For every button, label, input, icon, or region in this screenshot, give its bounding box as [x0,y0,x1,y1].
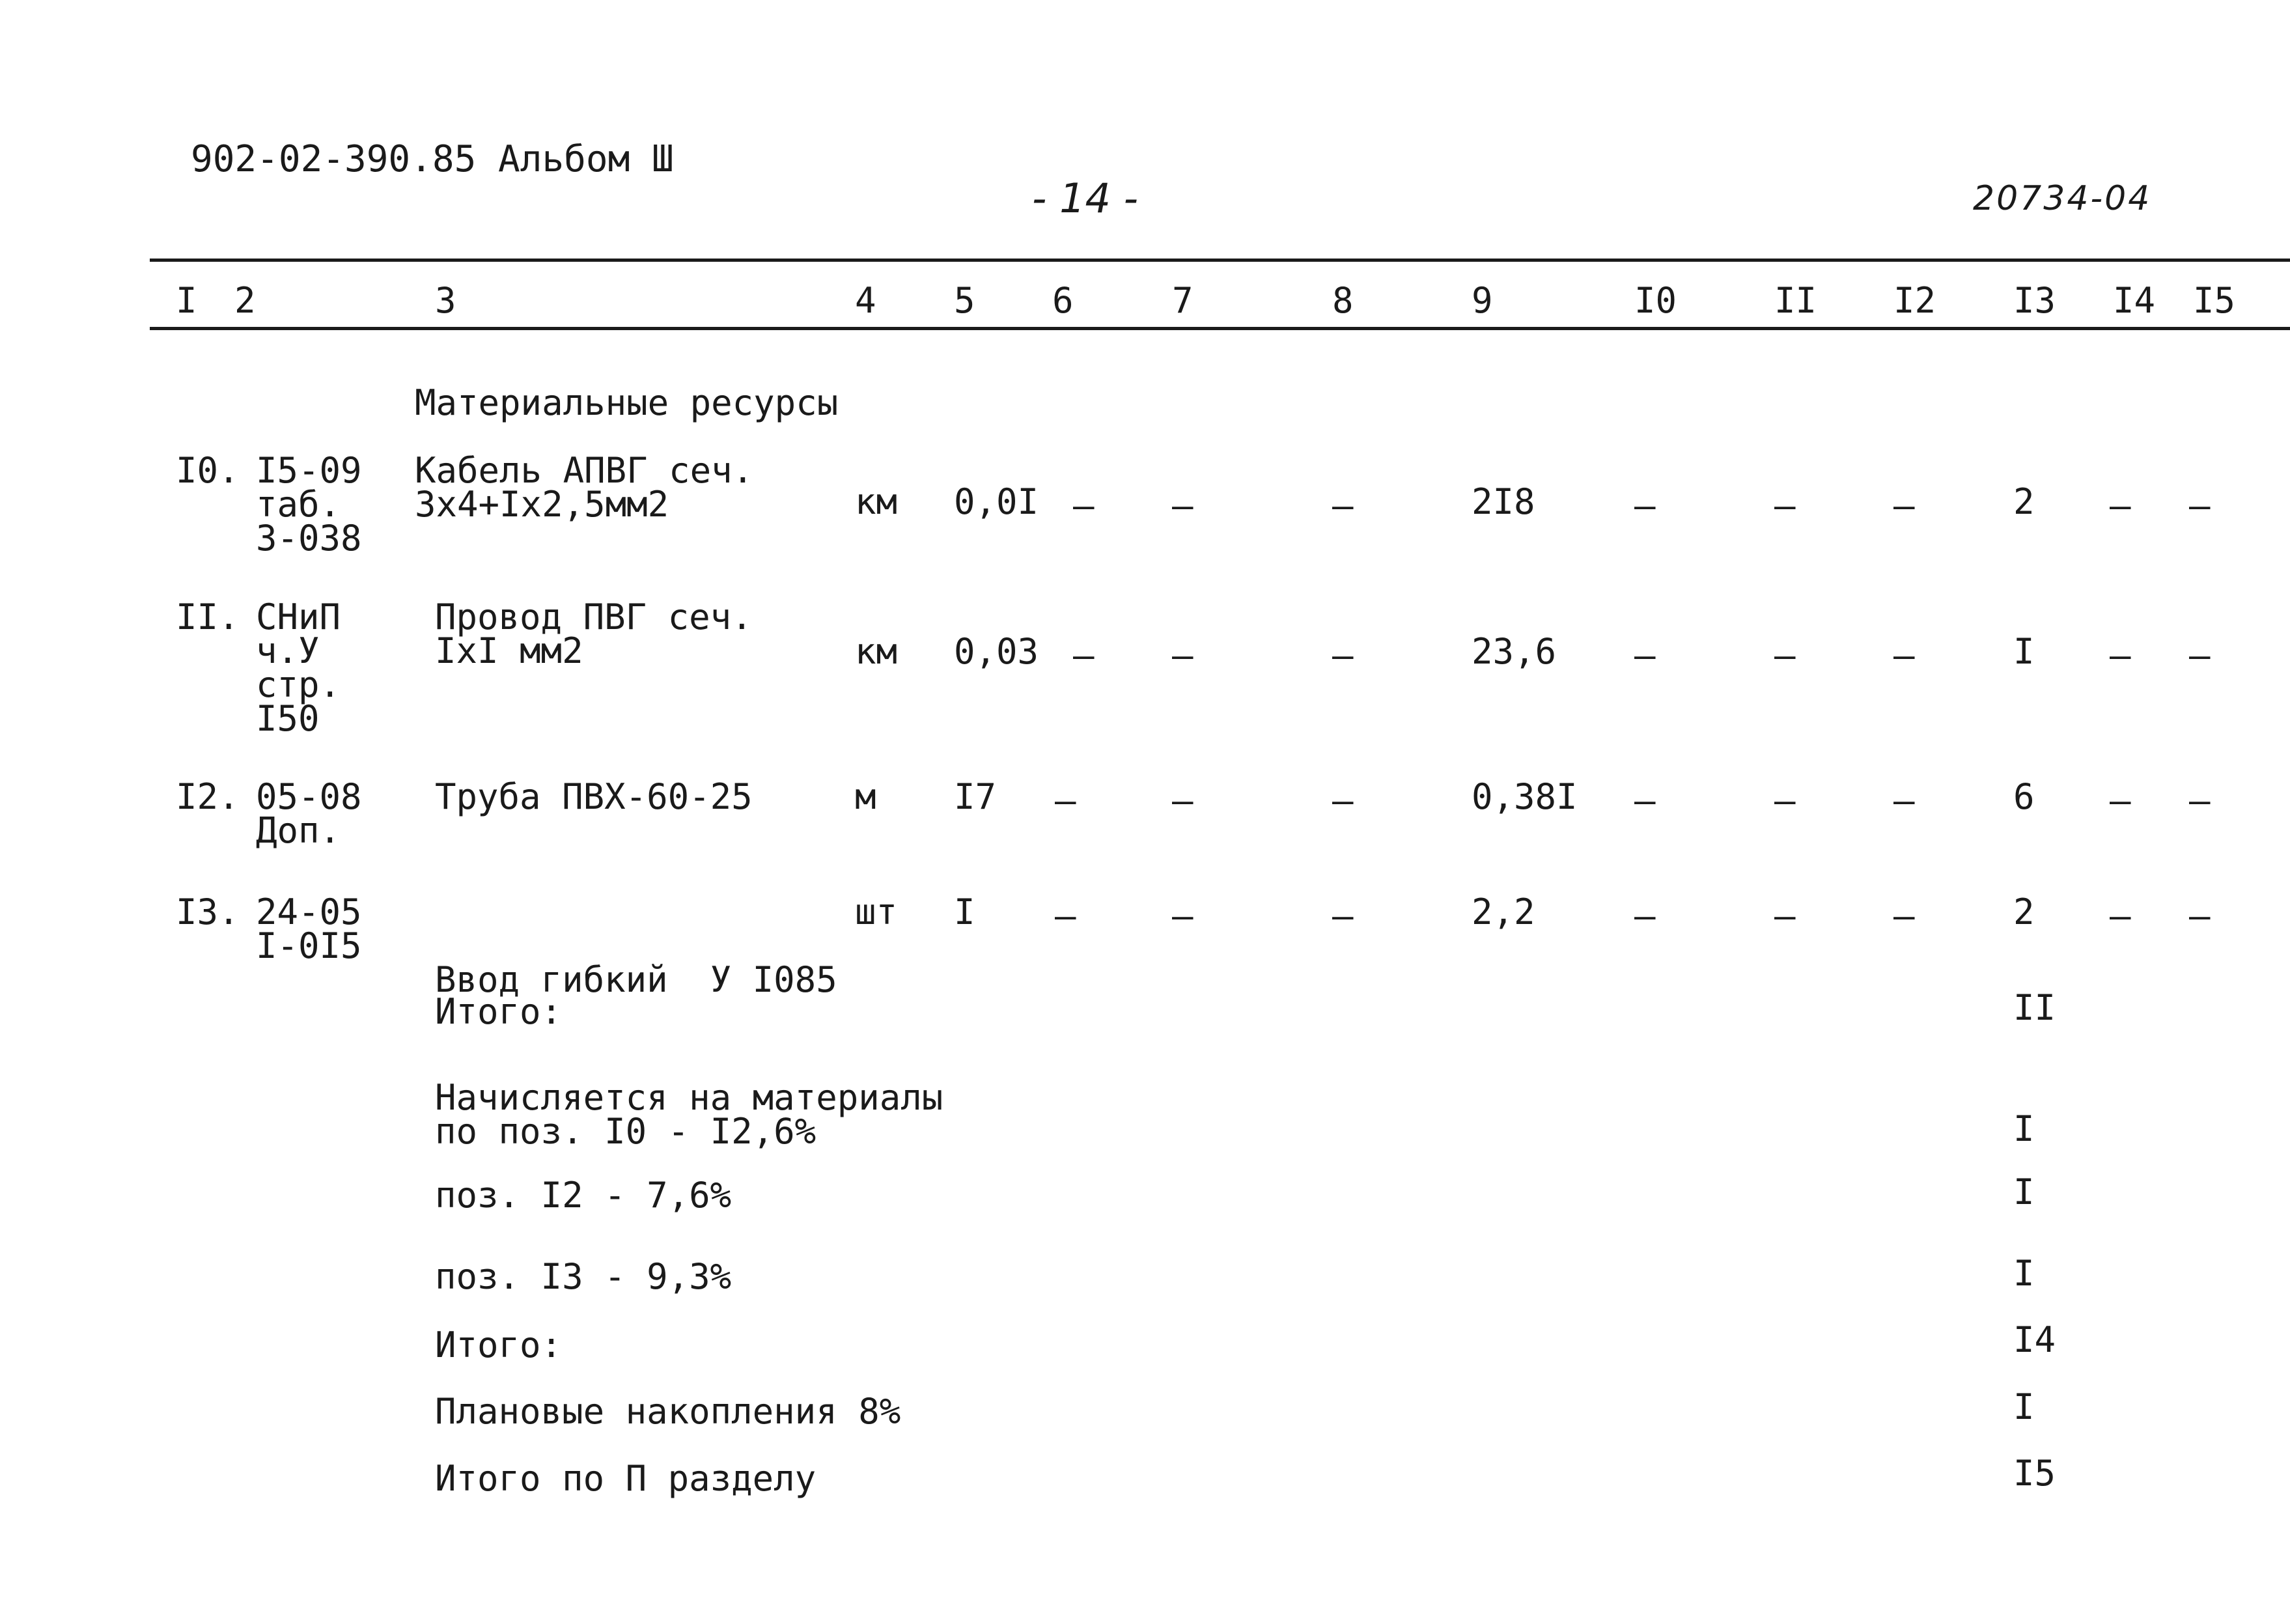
row-name-line: Кабель АПВГ сеч. [415,450,754,491]
row-code [256,776,362,851]
row-col11: – [1774,485,1796,526]
summary-label: поз. I3 - 9,3% [435,1256,732,1297]
row-col12: – [1893,485,1915,526]
column-header-14: I4 [2113,280,2156,321]
row-code-line: 05-08 [256,776,362,817]
row-unit: м [855,776,876,817]
column-header-1: I [176,280,197,321]
row-code [256,596,341,739]
row-col11: – [1774,635,1796,676]
row-code-line: таб. [256,484,341,525]
row-col12: – [1893,635,1915,676]
row-code-line: 3-038 [256,518,362,559]
row-quantity: 0,0I [954,481,1039,522]
row-code [256,450,362,559]
row-col15: – [2189,485,2211,526]
summary-label: поз. I2 - 7,6% [435,1175,732,1216]
row-number: II. [176,596,240,637]
row-quantity: I7 [954,776,997,817]
row-col9: 2I8 [1472,481,1535,522]
row-col9: 0,38I [1472,776,1578,817]
row-col6: – [1073,485,1095,526]
document-number: 20734-04 [1973,179,2152,218]
summary-label: Итого: [435,1324,563,1365]
column-header-7: 7 [1172,280,1194,321]
row-code-line: СНиП [256,596,341,637]
row-quantity: 0,03 [954,631,1039,672]
summary-label: Итого: [435,991,563,1032]
row-col8: – [1332,485,1354,526]
row-name-line: Труба ПВХ-60-25 [435,776,753,817]
column-header-15: I5 [2193,280,2236,321]
row-unit: км [855,631,898,672]
summary-label-line: Начисляется на материалы [435,1077,943,1118]
row-col15: – [2189,635,2211,676]
row-number: I3. [176,891,240,932]
row-code-line: I5-09 [256,450,362,491]
column-header-12: I2 [1893,280,1936,321]
column-header-4: 4 [855,280,876,321]
row-col8: – [1332,895,1354,936]
row-number: I0. [176,450,240,491]
summary-value: I [2013,1386,2035,1427]
row-col15: – [2189,895,2211,936]
row-col7: – [1172,485,1194,526]
row-col7: – [1172,780,1194,821]
row-col10: – [1634,635,1656,676]
row-col12: – [1893,780,1915,821]
row-col6: – [1055,895,1076,936]
row-col9: 2,2 [1472,891,1535,932]
row-name-line: Провод ПВГ сеч. [435,596,753,637]
row-name-line: Ввод гибкий У I085 [435,959,837,1000]
row-col14: – [2110,635,2131,676]
row-name-line: 3х4+Iх2,5мм2 [415,484,669,525]
row-col13: I [2013,631,2035,672]
column-header-11: II [1774,280,1817,321]
row-col10: – [1634,485,1656,526]
page-number: - 14 - [1032,175,1139,222]
row-number: I2. [176,776,240,817]
row-quantity: I [954,891,975,932]
row-col15: – [2189,780,2211,821]
column-header-6: 6 [1052,280,1074,321]
summary-value: I [2013,1171,2035,1212]
row-name [435,895,837,1065]
summary-label: Итого по П разделу [435,1458,817,1499]
summary-value: I5 [2013,1453,2056,1494]
row-name-line: IхI мм2 [435,630,583,671]
row-col11: – [1774,780,1796,821]
column-header-5: 5 [954,280,975,321]
row-col11: – [1774,895,1796,936]
summary-label [435,1077,943,1152]
column-header-3: 3 [435,280,456,321]
row-col14: – [2110,780,2131,821]
row-name [415,450,754,525]
row-col8: – [1332,780,1354,821]
row-col9: 23,6 [1472,631,1557,672]
row-code-line: Доп. [256,810,341,851]
row-name [435,596,753,671]
row-col10: – [1634,780,1656,821]
row-col13: 2 [2013,481,2035,522]
row-code [256,891,362,966]
row-code-line: I50 [256,698,320,739]
row-name [435,776,753,817]
row-code-line: стр. [256,664,341,705]
summary-label-line: по поз. I0 - I2,6% [435,1111,817,1152]
summary-label: Плановые накопления 8% [435,1391,901,1432]
row-col7: – [1172,635,1194,676]
section-title: Материальные ресурсы [415,382,839,423]
summary-value: I4 [2013,1319,2056,1360]
summary-value: I [2013,1253,2035,1294]
row-unit: шт [855,891,898,932]
row-code-line: 24-05 [256,891,362,932]
row-col13: 2 [2013,891,2035,932]
row-col6: – [1073,635,1095,676]
row-col6: – [1055,780,1076,821]
column-header-13: I3 [2013,280,2056,321]
row-col10: – [1634,895,1656,936]
row-code-line: I-0I5 [256,925,362,966]
row-col13: 6 [2013,776,2035,817]
row-unit: км [855,481,898,522]
row-col14: – [2110,895,2131,936]
column-header-10: I0 [1634,280,1677,321]
column-header-9: 9 [1472,280,1493,321]
column-header-2: 2 [234,280,256,321]
summary-value: II [2013,987,2056,1028]
table-header-rule [150,327,2290,330]
document-reference: 902-02-390.85 Альбом Ш [191,138,674,180]
row-col8: – [1332,635,1354,676]
table-top-rule [150,259,2290,262]
row-code-line: ч.У [256,630,320,671]
column-header-8: 8 [1332,280,1354,321]
row-col12: – [1893,895,1915,936]
summary-value: I [2013,1108,2035,1149]
row-col14: – [2110,485,2131,526]
row-col7: – [1172,895,1194,936]
